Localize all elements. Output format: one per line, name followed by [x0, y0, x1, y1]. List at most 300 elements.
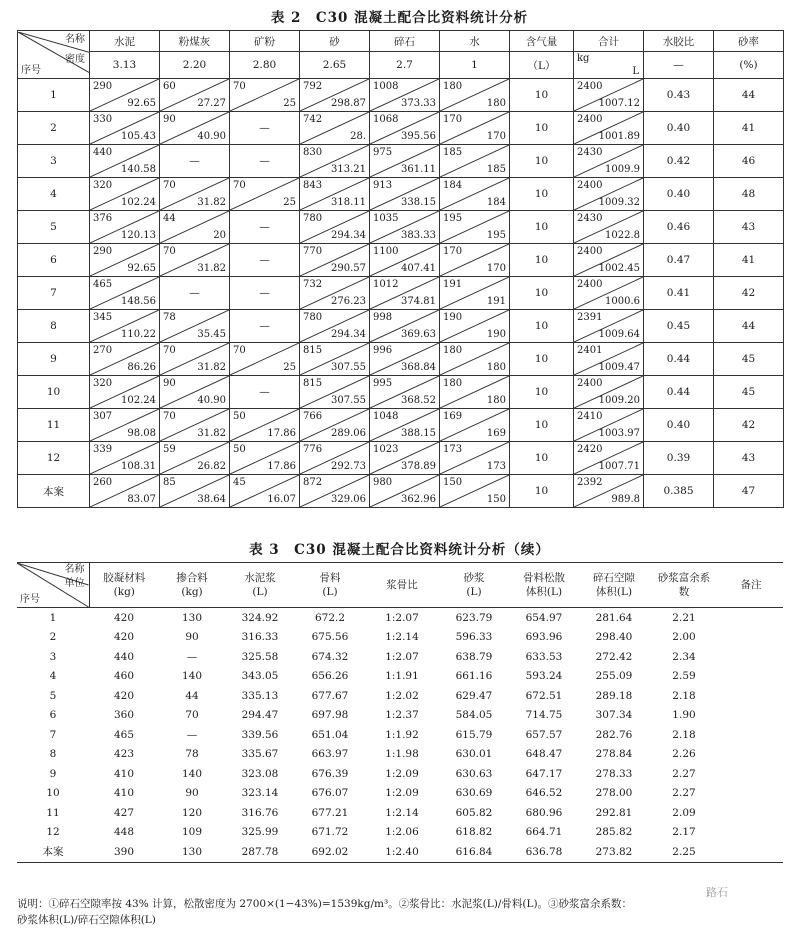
split-cell-flyash: [160, 310, 230, 343]
cell-wb: 0.46: [644, 211, 714, 244]
mass-value: 70: [233, 345, 246, 356]
table-cell: 130: [181, 845, 203, 858]
mass-value: 776: [303, 444, 323, 455]
volume-value: 120.13: [121, 230, 156, 241]
volume-value: 329.06: [331, 494, 366, 505]
cell-air: 10: [510, 112, 574, 145]
table-cell: 2.59: [672, 670, 696, 683]
mass-value: 195: [443, 213, 463, 224]
table-row: [18, 343, 784, 376]
volume-value: 368.52: [401, 395, 436, 406]
table-cell: 630.63: [455, 767, 493, 780]
cell-wb: 0.44: [644, 343, 714, 376]
table-cell: 272.42: [595, 650, 633, 663]
volume-value: 1007.71: [598, 461, 640, 472]
unit-l: L: [632, 66, 639, 77]
table-row: [17, 725, 783, 745]
mass-value: 1023: [373, 444, 399, 455]
mass-value: 90: [163, 378, 176, 389]
table-cell: 656.26: [311, 670, 349, 683]
volume-value: 169: [486, 428, 506, 439]
cell-sr: 46: [714, 145, 784, 178]
density-cell: (%): [714, 52, 784, 79]
column-header: 碎石: [370, 31, 440, 52]
cell-air: 10: [510, 145, 574, 178]
cell-wb: 0.385: [644, 475, 714, 508]
table-cell: 636.78: [525, 845, 563, 858]
header-line-1: 掺合料: [176, 572, 208, 584]
split-cell-flyash: [160, 112, 230, 145]
table-cell: 657.57: [525, 728, 563, 741]
table-cell: 90: [185, 631, 199, 644]
mass-value: 320: [93, 180, 113, 191]
split-cell-total: [574, 442, 644, 475]
table-cell: 2.00: [672, 631, 696, 644]
table-cell: 2.17: [672, 826, 696, 839]
table2: [17, 30, 784, 508]
cell-air: 10: [510, 376, 574, 409]
mass-value: 173: [443, 444, 463, 455]
header-line-1: 胶凝材料: [103, 572, 146, 584]
split-cell-total: [574, 376, 644, 409]
row-id: 5: [18, 211, 90, 244]
table3-title: 表 3 C30 混凝土配合比资料统计分析（续）: [249, 542, 550, 558]
table-cell: 693.96: [525, 631, 563, 644]
split-cell-gravel: [370, 79, 440, 112]
table-cell: 1:1.91: [385, 670, 419, 683]
mass-value: 78: [163, 312, 176, 323]
volume-value: 185: [486, 164, 506, 175]
table-cell: 324.92: [241, 611, 279, 624]
mass-value: 70: [233, 180, 246, 191]
density-cell: 2.7: [370, 52, 440, 79]
cell-air: 10: [510, 211, 574, 244]
mass-value: 980: [373, 477, 393, 488]
table-cell: 663.97: [311, 748, 349, 761]
split-cell-cement: [90, 343, 160, 376]
volume-value: 1009.64: [598, 329, 640, 340]
table-cell: 616.84: [455, 845, 493, 858]
table-cell: 410: [113, 767, 135, 780]
corner-label-name: 名称: [64, 564, 85, 575]
table-cell: 427: [113, 806, 135, 819]
header-line-2: 体积(L): [595, 586, 633, 598]
volume-value: 180: [486, 395, 506, 406]
cell-wb: 0.41: [644, 277, 714, 310]
volume-value: 92.65: [127, 263, 156, 274]
volume-value: 40.90: [197, 395, 226, 406]
volume-value: 92.65: [127, 98, 156, 109]
table-row: [17, 803, 783, 823]
header-line-1: 碎石空隙: [593, 572, 635, 584]
mass-value: 330: [93, 114, 113, 125]
cell-sr: 43: [714, 442, 784, 475]
table-cell: 2.27: [672, 767, 696, 780]
split-cell-slag: [230, 409, 300, 442]
split-cell-water: [440, 277, 510, 310]
table-row: [17, 628, 783, 648]
cell-wb: 0.40: [644, 178, 714, 211]
mass-value: 50: [233, 411, 246, 422]
split-cell-sand: [300, 442, 370, 475]
volume-value: 289.06: [331, 428, 366, 439]
split-cell-total: [574, 277, 644, 310]
table-row: [17, 667, 783, 687]
row-id: 1: [49, 611, 57, 624]
table-cell: 2.26: [672, 748, 696, 761]
volume-value: 25: [283, 98, 296, 109]
volume-value: 1022.8: [605, 230, 640, 241]
table-cell: [719, 823, 783, 843]
table-cell: 630.01: [455, 748, 493, 761]
table-cell: 140: [181, 767, 203, 780]
table-cell: 629.47: [455, 689, 493, 702]
table-cell: 255.09: [595, 670, 633, 683]
row-id: 7: [49, 728, 57, 741]
volume-value: 17.86: [267, 428, 296, 439]
volume-value: 191: [486, 296, 506, 307]
mass-value: 780: [303, 213, 323, 224]
split-cell-water: [440, 244, 510, 277]
table-cell: [719, 628, 783, 648]
row-id: 3: [18, 145, 90, 178]
density-cell-kg-l: [574, 52, 644, 79]
column-header: [509, 563, 579, 608]
table-cell: 674.32: [311, 650, 349, 663]
split-cell-gravel: [370, 475, 440, 508]
volume-value: 31.82: [197, 428, 226, 439]
table-cell: [719, 803, 783, 823]
mass-value: 44: [163, 213, 176, 224]
table-cell: 440: [113, 650, 135, 663]
mass-value: 2430: [577, 147, 603, 158]
table-cell: 90: [185, 787, 199, 800]
mass-value: 1012: [373, 279, 399, 290]
volume-value: 27.27: [197, 98, 226, 109]
table-row: [17, 823, 783, 843]
volume-value: 307.55: [331, 362, 366, 373]
mass-value: 780: [303, 312, 323, 323]
split-cell-gravel: [370, 310, 440, 343]
cell-sr: 42: [714, 277, 784, 310]
table-cell: 1:2.07: [385, 611, 419, 624]
split-cell-flyash: [160, 79, 230, 112]
split-cell-cement: [90, 442, 160, 475]
volume-value: 170: [486, 131, 506, 142]
table-cell: 677.67: [311, 689, 349, 702]
volume-value: 294.34: [331, 329, 366, 340]
table-cell: 140: [181, 670, 203, 683]
volume-value: 378.89: [401, 461, 436, 472]
header-line-2: 体积(L): [525, 586, 563, 598]
table-cell: 323.08: [241, 767, 279, 780]
mass-value: 180: [443, 345, 463, 356]
split-cell-cement: [90, 310, 160, 343]
header-line-1: 砂浆富余系: [657, 572, 711, 584]
split-cell-water: [440, 79, 510, 112]
mass-value: 1035: [373, 213, 399, 224]
volume-value: 184: [486, 197, 506, 208]
row-id: 10: [46, 787, 60, 800]
table-cell: 420: [113, 611, 135, 624]
density-cell: 2.20: [160, 52, 230, 79]
split-cell-sand: [300, 178, 370, 211]
mass-value: 1068: [373, 114, 399, 125]
mass-value: 339: [93, 444, 113, 455]
cell-air: 10: [510, 409, 574, 442]
split-cell-slag: [230, 178, 300, 211]
table-cell: 714.75: [525, 709, 563, 722]
table-cell: 78: [185, 748, 199, 761]
table-row: [18, 145, 784, 178]
row-id: 8: [49, 748, 57, 761]
split-cell-flyash: [160, 343, 230, 376]
volume-value: 1003.97: [598, 428, 640, 439]
table-cell: 1:2.37: [385, 709, 419, 722]
table-row: [18, 277, 784, 310]
column-header: 粉煤灰: [160, 31, 230, 52]
mass-value: 830: [303, 147, 323, 158]
table-cell: 680.96: [525, 806, 563, 819]
volume-value: 1007.12: [598, 98, 640, 109]
split-cell-sand: [300, 343, 370, 376]
table2-corner-cell: [18, 31, 90, 79]
column-header: 合计: [574, 31, 644, 52]
cell-slag: —: [230, 112, 300, 145]
volume-value: 31.82: [197, 263, 226, 274]
table-cell: 298.40: [595, 631, 633, 644]
row-id: 12: [46, 826, 60, 839]
volume-value: 170: [486, 263, 506, 274]
note-line-1: 说明：①碎石空隙率按 43% 计算，松散密度为 2700×(1−43%)=1539kg/m³。②浆骨比：水泥浆(L)/骨料(L)。③砂浆富余系数：: [17, 898, 633, 910]
table-cell: [719, 647, 783, 667]
row-id: 9: [18, 343, 90, 376]
volume-value: 98.08: [127, 428, 156, 439]
split-cell-total: [574, 112, 644, 145]
volume-value: 307.55: [331, 395, 366, 406]
table-cell: 2.27: [672, 787, 696, 800]
table-cell: 654.97: [525, 611, 563, 624]
split-cell-water: [440, 145, 510, 178]
mass-value: 792: [303, 81, 323, 92]
column-header: [719, 563, 783, 608]
row-id: 12: [18, 442, 90, 475]
volume-value: 173: [486, 461, 506, 472]
table-cell: 1.90: [672, 709, 696, 722]
table-row: [17, 745, 783, 765]
table-row: [18, 244, 784, 277]
split-cell-cement: [90, 145, 160, 178]
mass-value: 996: [373, 345, 393, 356]
corner-label-name: 名称: [65, 33, 85, 45]
table-cell: 638.79: [455, 650, 493, 663]
mass-value: 260: [93, 477, 113, 488]
cell-sr: 44: [714, 79, 784, 112]
mass-value: 2400: [577, 81, 603, 92]
table-row: [18, 475, 784, 508]
cell-sr: 42: [714, 409, 784, 442]
header-line-2: (L): [466, 586, 482, 598]
table-row: [17, 608, 783, 628]
table-cell: 316.33: [241, 631, 279, 644]
mass-value: 70: [163, 345, 176, 356]
header-line-1: 备注: [740, 579, 762, 591]
split-cell-water: [440, 211, 510, 244]
volume-value: 276.23: [331, 296, 366, 307]
table3-corner-cell: [17, 563, 89, 608]
split-cell-sand: [300, 376, 370, 409]
mass-value: 190: [443, 312, 463, 323]
mass-value: 2392: [577, 477, 603, 488]
split-cell-gravel: [370, 211, 440, 244]
volume-value: 374.81: [401, 296, 436, 307]
mass-value: 191: [443, 279, 463, 290]
table-cell: 676.39: [311, 767, 349, 780]
table-cell: —: [186, 650, 198, 663]
mass-value: 872: [303, 477, 323, 488]
mass-value: 150: [443, 477, 463, 488]
table-cell: 651.04: [311, 728, 349, 741]
cell-sr: 41: [714, 244, 784, 277]
table-cell: 460: [113, 670, 135, 683]
table-cell: 676.07: [311, 787, 349, 800]
volume-value: 140.58: [121, 164, 156, 175]
split-cell-slag: [230, 475, 300, 508]
mass-value: 742: [303, 114, 323, 125]
table-cell: [719, 842, 783, 862]
split-cell-sand: [300, 244, 370, 277]
cell-slag: —: [230, 211, 300, 244]
mass-value: 815: [303, 345, 323, 356]
table-cell: 2.34: [672, 650, 696, 663]
split-cell-water: [440, 409, 510, 442]
cell-air: 10: [510, 475, 574, 508]
volume-value: 1009.20: [598, 395, 640, 406]
cell-slag: —: [230, 310, 300, 343]
table-cell: 420: [113, 631, 135, 644]
table3: [17, 562, 783, 863]
volume-value: 383.33: [401, 230, 436, 241]
volume-value: 150: [486, 494, 506, 505]
split-cell-gravel: [370, 442, 440, 475]
volume-value: 1009.9: [605, 164, 640, 175]
volume-value: 16.07: [267, 494, 296, 505]
table-cell: 282.76: [595, 728, 633, 741]
table-cell: [719, 686, 783, 706]
volume-value: 105.43: [121, 131, 156, 142]
split-cell-cement: [90, 244, 160, 277]
mass-value: 85: [163, 477, 176, 488]
mass-value: 60: [163, 81, 176, 92]
table-row: [17, 764, 783, 784]
table-cell: [719, 608, 783, 628]
cell-slag: —: [230, 145, 300, 178]
table-cell: 1:2.06: [385, 826, 419, 839]
volume-value: 31.82: [197, 362, 226, 373]
mass-value: 270: [93, 345, 113, 356]
split-cell-flyash: [160, 409, 230, 442]
column-header: [365, 563, 439, 608]
note-line-2: 砂浆体积(L)/碎石空隙体积(L): [17, 914, 156, 926]
volume-value: 28.: [350, 131, 366, 142]
table-cell: 292.81: [595, 806, 633, 819]
cell-sr: 41: [714, 112, 784, 145]
mass-value: 995: [373, 378, 393, 389]
split-cell-gravel: [370, 409, 440, 442]
header-line-2: (kg): [113, 586, 135, 598]
table-cell: 410: [113, 787, 135, 800]
mass-value: 70: [163, 180, 176, 191]
cell-sr: 47: [714, 475, 784, 508]
split-cell-gravel: [370, 376, 440, 409]
table-cell: 1:2.02: [385, 689, 419, 702]
header-line-1: 骨料松散: [523, 572, 565, 584]
split-cell-sand: [300, 79, 370, 112]
table-cell: 2.18: [672, 728, 696, 741]
cell-wb: 0.45: [644, 310, 714, 343]
table-cell: 647.17: [525, 767, 563, 780]
volume-value: 40.90: [197, 131, 226, 142]
split-cell-gravel: [370, 178, 440, 211]
cell-air: 10: [510, 343, 574, 376]
column-header: [295, 563, 365, 608]
volume-value: 102.24: [121, 395, 156, 406]
cell-slag: —: [230, 376, 300, 409]
table-cell: 648.47: [525, 748, 563, 761]
density-cell: 3.13: [90, 52, 160, 79]
split-cell-flyash: [160, 244, 230, 277]
row-id: 3: [49, 650, 57, 663]
split-cell-flyash: [160, 475, 230, 508]
table-cell: 325.99: [241, 826, 279, 839]
mass-value: 2391: [577, 312, 603, 323]
split-cell-gravel: [370, 343, 440, 376]
table-cell: 278.33: [595, 767, 633, 780]
mass-value: 169: [443, 411, 463, 422]
split-cell-cement: [90, 475, 160, 508]
table-cell: 423: [113, 748, 135, 761]
density-cell: 1: [440, 52, 510, 79]
mass-value: 70: [163, 411, 176, 422]
table-cell: 1:2.14: [385, 631, 419, 644]
cell-flyash: —: [160, 145, 230, 178]
cell-air: 10: [510, 442, 574, 475]
volume-value: 26.82: [197, 461, 226, 472]
table-cell: 70: [185, 709, 199, 722]
table-row: [18, 310, 784, 343]
split-cell-sand: [300, 211, 370, 244]
table-cell: [719, 745, 783, 765]
row-id: 1: [18, 79, 90, 112]
table-cell: 281.64: [595, 611, 633, 624]
column-header: [89, 563, 159, 608]
cell-wb: 0.47: [644, 244, 714, 277]
cell-sr: 44: [714, 310, 784, 343]
volume-value: 195: [486, 230, 506, 241]
cell-sr: 45: [714, 376, 784, 409]
mass-value: 2410: [577, 411, 603, 422]
table-cell: 316.76: [241, 806, 279, 819]
volume-value: 362.96: [401, 494, 436, 505]
mass-value: 440: [93, 147, 113, 158]
density-cell: 2.65: [300, 52, 370, 79]
cell-wb: 0.40: [644, 409, 714, 442]
cell-wb: 0.40: [644, 112, 714, 145]
split-cell-sand: [300, 277, 370, 310]
table-cell: 1:2.07: [385, 650, 419, 663]
column-header: [159, 563, 225, 608]
table-cell: 325.58: [241, 650, 279, 663]
